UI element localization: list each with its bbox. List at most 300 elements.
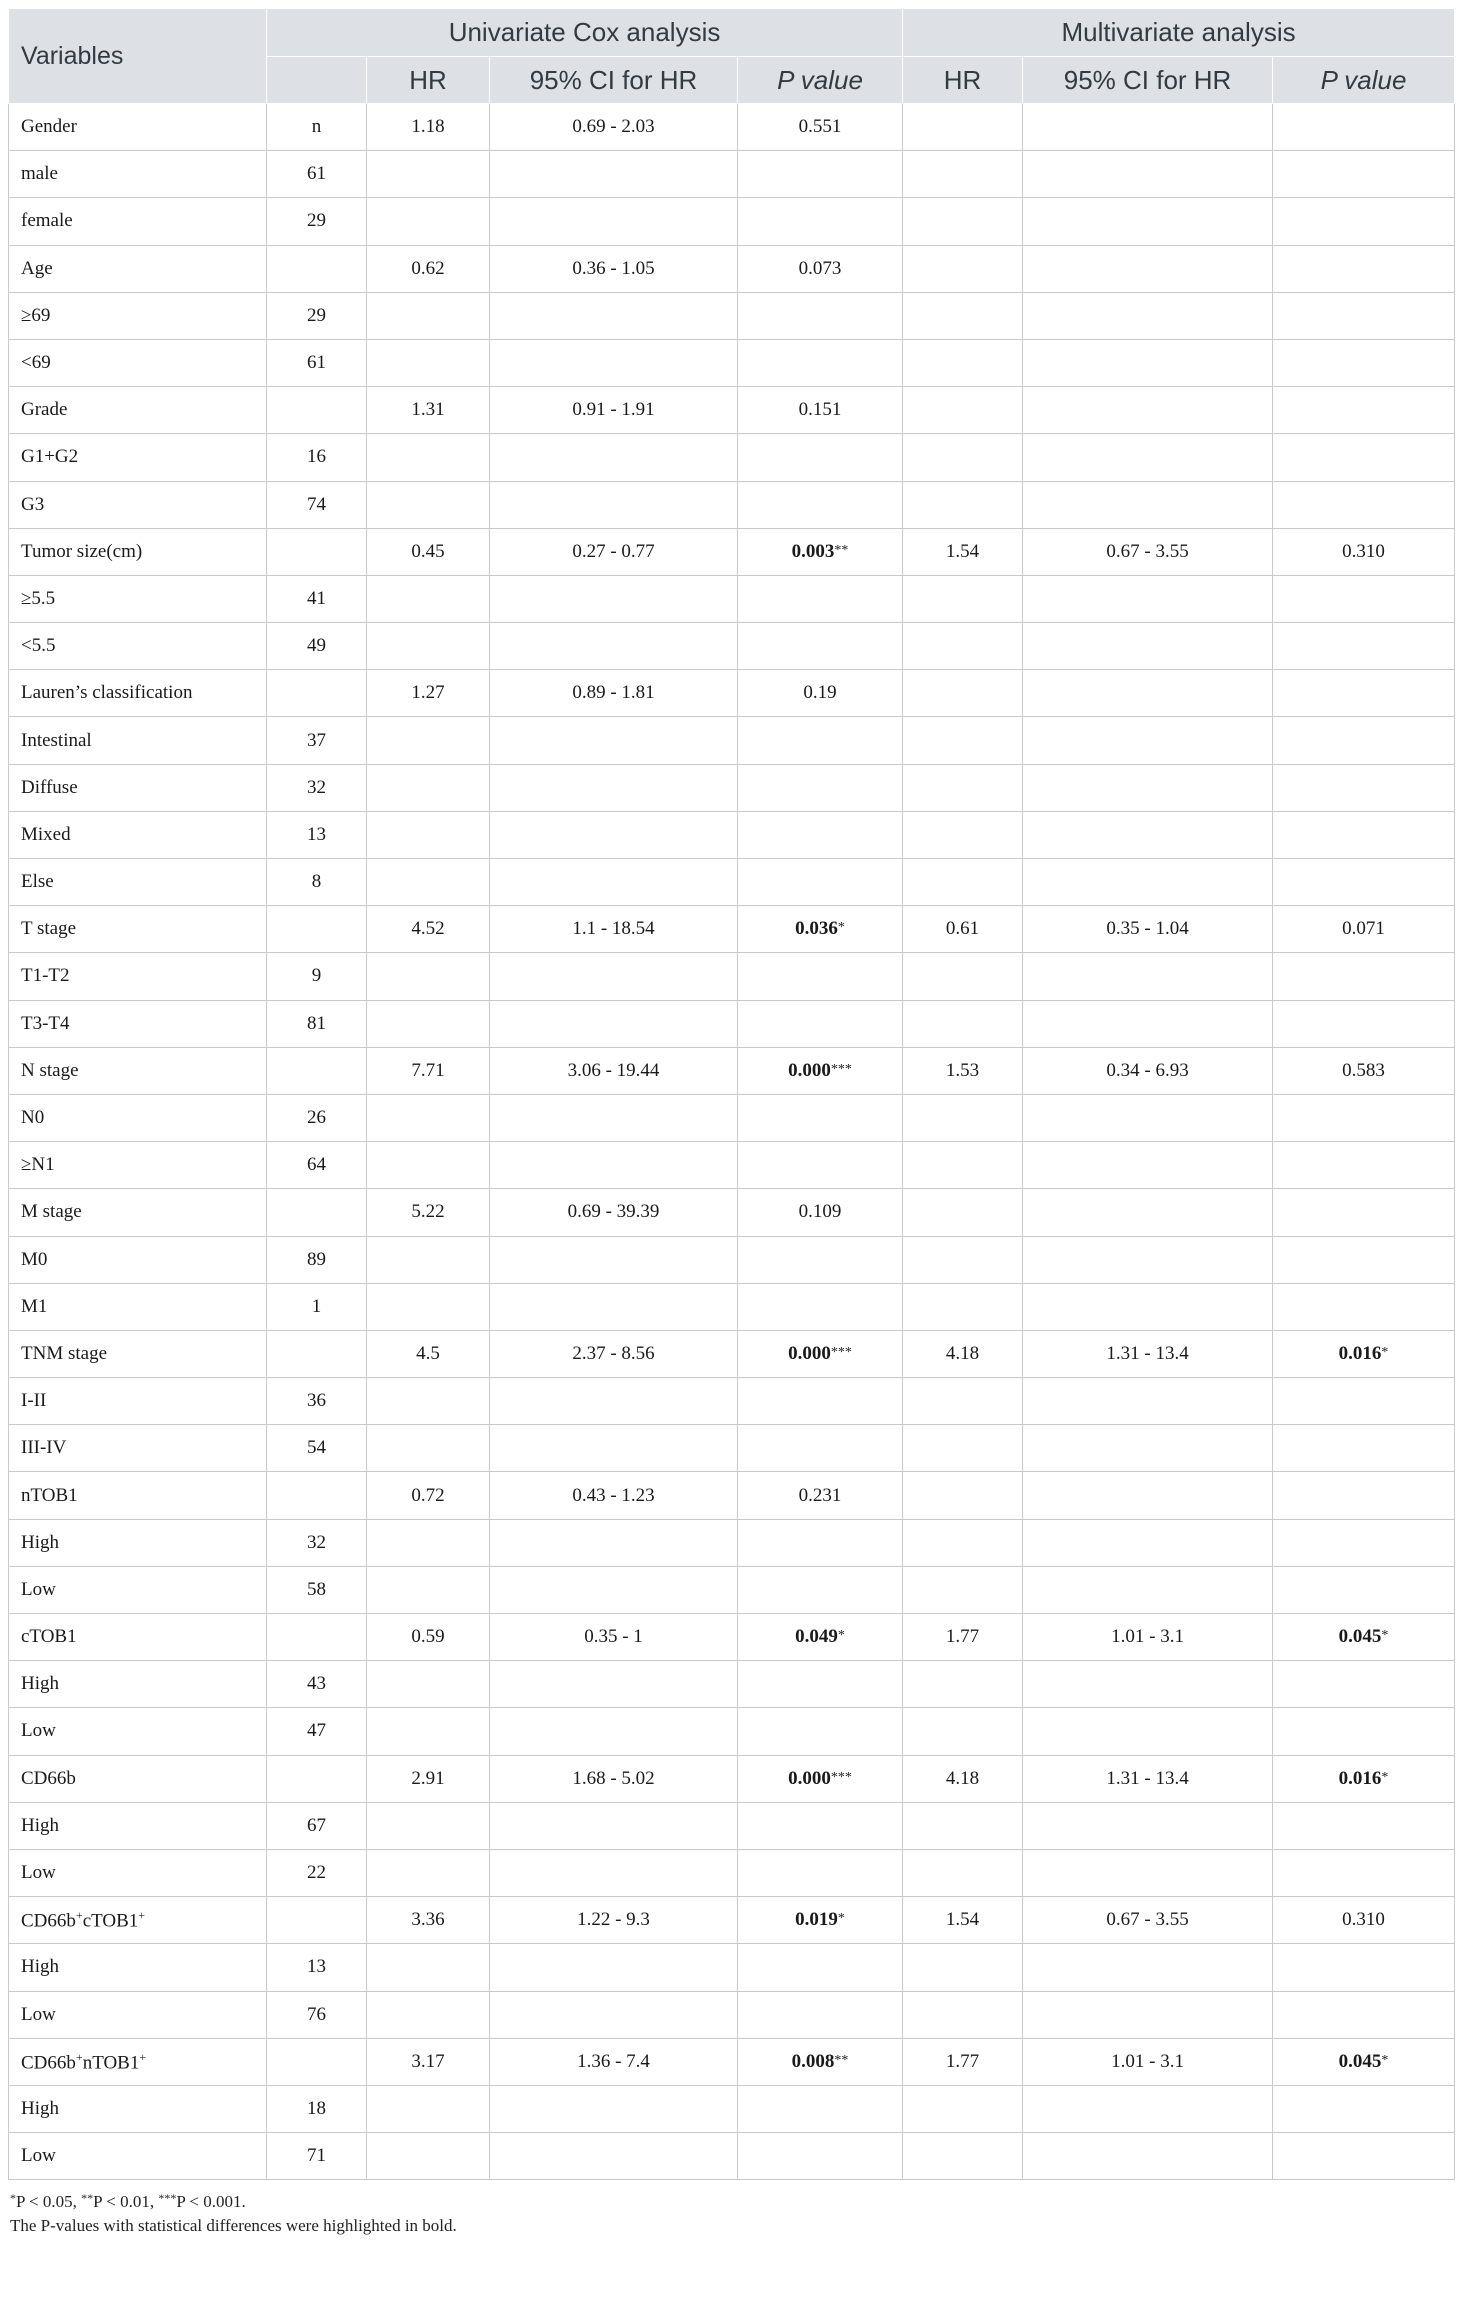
multivariate-p-value-cell <box>1273 1283 1455 1330</box>
ci-cell <box>490 198 738 245</box>
hr-cell: 0.59 <box>367 1614 490 1661</box>
multivariate-p-value-cell <box>1273 1142 1455 1189</box>
hr-cell: 0.45 <box>367 528 490 575</box>
n-cell: 81 <box>267 1000 367 1047</box>
multivariate-ci-cell <box>1023 1378 1273 1425</box>
hr-cell <box>367 151 490 198</box>
hr-cell: 1.31 <box>367 387 490 434</box>
n-cell: 47 <box>267 1708 367 1755</box>
table-row <box>9 387 1455 434</box>
ci-cell <box>490 1708 738 1755</box>
table-row <box>9 2038 1455 2085</box>
multivariate-p-value: 0.310 <box>1342 540 1385 562</box>
variable-cell: TNM stage <box>9 1330 267 1377</box>
variable-cell <box>9 1897 267 1944</box>
p-value: 0.003 <box>791 540 835 562</box>
table-row <box>9 1661 1455 1708</box>
multivariate-hr-cell <box>903 198 1023 245</box>
multivariate-ci-cell: 0.34 - 6.93 <box>1023 1047 1273 1094</box>
univariate-hr-header: HR <box>367 57 490 104</box>
multivariate-p-value-cell <box>1273 198 1455 245</box>
n-cell: 67 <box>267 1802 367 1849</box>
multivariate-p-value-cell <box>1273 764 1455 811</box>
p-value-cell <box>738 104 903 151</box>
p-value-cell <box>738 1000 903 1047</box>
hr-cell <box>367 1661 490 1708</box>
table-row <box>9 811 1455 858</box>
n-cell: 61 <box>267 339 367 386</box>
multivariate-hr-cell <box>903 1425 1023 1472</box>
p-value-cell <box>738 2038 903 2085</box>
variable-cell: High <box>9 1661 267 1708</box>
p-value-cell <box>738 575 903 622</box>
multivariate-p-header: P value <box>1273 57 1455 104</box>
multivariate-hr-cell <box>903 481 1023 528</box>
p-value-cell <box>738 481 903 528</box>
n-cell: 71 <box>267 2133 367 2180</box>
p-value: 0.000 <box>788 1059 831 1081</box>
footnote-marker: *** <box>158 2191 177 2206</box>
table-row <box>9 1944 1455 1991</box>
multivariate-hr-cell <box>903 1519 1023 1566</box>
table-row <box>9 104 1455 151</box>
significance-marker: * <box>1381 1769 1389 1785</box>
table-row <box>9 528 1455 575</box>
table-row <box>9 1991 1455 2038</box>
table-row <box>9 1189 1455 1236</box>
ci-cell <box>490 151 738 198</box>
footnote-text: P < 0.01, <box>93 2192 159 2212</box>
table-body <box>9 104 1455 2180</box>
multivariate-p-value: 0.310 <box>1342 1909 1385 1931</box>
table-row <box>9 1802 1455 1849</box>
table-row <box>9 1047 1455 1094</box>
table-row <box>9 1094 1455 1141</box>
n-cell: 9 <box>267 953 367 1000</box>
multivariate-p-value-cell <box>1273 292 1455 339</box>
variable-cell: High <box>9 1519 267 1566</box>
p-value: 0.000 <box>788 1342 831 1364</box>
multivariate-p-value-cell <box>1273 1755 1455 1802</box>
multivariate-ci-cell <box>1023 575 1273 622</box>
multivariate-hr-cell <box>903 1991 1023 2038</box>
n-cell: 49 <box>267 623 367 670</box>
n-cell <box>267 1189 367 1236</box>
n-cell: 13 <box>267 811 367 858</box>
variable-cell: M0 <box>9 1236 267 1283</box>
p-value-cell <box>738 1189 903 1236</box>
multivariate-p-value-cell <box>1273 575 1455 622</box>
footnote-text: P < 0.05, <box>16 2192 82 2212</box>
multivariate-p-value-cell <box>1273 1094 1455 1141</box>
n-cell <box>267 1897 367 1944</box>
hr-cell: 3.36 <box>367 1897 490 1944</box>
multivariate-p-value-cell <box>1273 906 1455 953</box>
multivariate-ci-cell <box>1023 151 1273 198</box>
table-row <box>9 670 1455 717</box>
ci-cell <box>490 1519 738 1566</box>
multivariate-hr-cell <box>903 2133 1023 2180</box>
ci-cell <box>490 434 738 481</box>
multivariate-hr-header: HR <box>903 57 1023 104</box>
table-row <box>9 1283 1455 1330</box>
ci-cell <box>490 1944 738 1991</box>
ci-cell <box>490 2133 738 2180</box>
table-row <box>9 1378 1455 1425</box>
hr-cell <box>367 575 490 622</box>
ci-cell <box>490 1094 738 1141</box>
p-value-cell <box>738 764 903 811</box>
bold-footnote: The P-values with statistical differences were highlighted in bold. <box>10 2216 457 2236</box>
multivariate-p-value-cell <box>1273 1661 1455 1708</box>
n-cell <box>267 245 367 292</box>
hr-cell <box>367 2085 490 2132</box>
multivariate-hr-cell <box>903 1472 1023 1519</box>
n-header <box>267 57 367 104</box>
multivariate-hr-cell <box>903 859 1023 906</box>
n-cell <box>267 2038 367 2085</box>
multivariate-ci-cell <box>1023 623 1273 670</box>
footnote-marker: ** <box>81 2191 94 2206</box>
p-value-cell <box>738 2133 903 2180</box>
multivariate-hr-cell <box>903 1661 1023 1708</box>
ci-cell: 1.36 - 7.4 <box>490 2038 738 2085</box>
ci-cell <box>490 764 738 811</box>
p-value-cell <box>738 1047 903 1094</box>
multivariate-p-value-cell <box>1273 1897 1455 1944</box>
multivariate-hr-cell <box>903 1944 1023 1991</box>
n-cell: 1 <box>267 1283 367 1330</box>
multivariate-p-value: 0.583 <box>1342 1059 1385 1081</box>
multivariate-hr-cell <box>903 811 1023 858</box>
multivariate-p-value-cell <box>1273 1000 1455 1047</box>
p-value-cell <box>738 528 903 575</box>
table-row <box>9 245 1455 292</box>
n-cell: 32 <box>267 764 367 811</box>
multivariate-hr-cell <box>903 764 1023 811</box>
p-value-cell <box>738 1614 903 1661</box>
multivariate-hr-cell <box>903 670 1023 717</box>
significance-marker: ** <box>834 2052 849 2068</box>
table-row <box>9 1236 1455 1283</box>
hr-cell <box>367 717 490 764</box>
n-cell: 8 <box>267 859 367 906</box>
ci-cell: 0.69 - 2.03 <box>490 104 738 151</box>
variable-part: CD66b <box>21 1910 76 1932</box>
p-value-cell <box>738 1566 903 1613</box>
multivariate-ci-cell <box>1023 1000 1273 1047</box>
hr-cell <box>367 198 490 245</box>
multivariate-p-value-cell <box>1273 717 1455 764</box>
hr-cell: 5.22 <box>367 1189 490 1236</box>
table-row <box>9 1425 1455 1472</box>
n-cell <box>267 906 367 953</box>
hr-cell <box>367 292 490 339</box>
footnote-marker: * <box>10 2191 16 2206</box>
ci-cell <box>490 1378 738 1425</box>
hr-cell <box>367 1094 490 1141</box>
variable-cell: Low <box>9 1708 267 1755</box>
ci-cell <box>490 1425 738 1472</box>
variable-cell: <69 <box>9 339 267 386</box>
p-value-cell <box>738 811 903 858</box>
table-row <box>9 859 1455 906</box>
table-row <box>9 906 1455 953</box>
variable-cell: Low <box>9 2133 267 2180</box>
table-row <box>9 2085 1455 2132</box>
multivariate-hr-cell <box>903 151 1023 198</box>
variable-cell: Else <box>9 859 267 906</box>
n-cell: 43 <box>267 1661 367 1708</box>
hr-cell <box>367 1802 490 1849</box>
p-value: 0.000 <box>788 1767 831 1789</box>
table-row <box>9 1000 1455 1047</box>
p-value-cell <box>738 717 903 764</box>
hr-cell <box>367 1849 490 1896</box>
ci-cell <box>490 717 738 764</box>
table-row <box>9 717 1455 764</box>
table-row <box>9 1330 1455 1377</box>
multivariate-ci-cell <box>1023 339 1273 386</box>
variable-superscript: + <box>75 1908 83 1923</box>
n-cell: 58 <box>267 1566 367 1613</box>
p-value: 0.151 <box>798 399 842 421</box>
multivariate-p-value-cell <box>1273 481 1455 528</box>
ci-cell <box>490 1661 738 1708</box>
variable-cell: Mixed <box>9 811 267 858</box>
variable-cell: T1-T2 <box>9 953 267 1000</box>
p-value-cell <box>738 387 903 434</box>
multivariate-ci-cell <box>1023 387 1273 434</box>
multivariate-hr-cell <box>903 1189 1023 1236</box>
n-cell <box>267 1047 367 1094</box>
p-value-cell <box>738 1472 903 1519</box>
multivariate-p-value-cell <box>1273 2085 1455 2132</box>
table-row <box>9 1519 1455 1566</box>
ci-cell <box>490 859 738 906</box>
multivariate-ci-cell <box>1023 434 1273 481</box>
table-footnotes <box>8 2186 1454 2238</box>
multivariate-p-value-cell <box>1273 2038 1455 2085</box>
hr-cell <box>367 1708 490 1755</box>
p-value-cell <box>738 670 903 717</box>
variable-cell: Diffuse <box>9 764 267 811</box>
multivariate-hr-cell: 1.54 <box>903 1897 1023 1944</box>
multivariate-p-value-cell <box>1273 953 1455 1000</box>
hr-cell <box>367 1000 490 1047</box>
ci-cell <box>490 1236 738 1283</box>
hr-cell: 7.71 <box>367 1047 490 1094</box>
n-cell: 32 <box>267 1519 367 1566</box>
p-value-cell <box>738 1425 903 1472</box>
p-value-cell <box>738 1802 903 1849</box>
hr-cell <box>367 2133 490 2180</box>
multivariate-ci-cell <box>1023 1661 1273 1708</box>
multivariate-hr-cell: 1.77 <box>903 1614 1023 1661</box>
multivariate-p-value-cell <box>1273 1708 1455 1755</box>
table-row <box>9 1897 1455 1944</box>
hr-cell <box>367 1991 490 2038</box>
n-cell: 18 <box>267 2085 367 2132</box>
variable-cell: G1+G2 <box>9 434 267 481</box>
hr-cell <box>367 1378 490 1425</box>
multivariate-ci-cell <box>1023 481 1273 528</box>
ci-cell <box>490 623 738 670</box>
n-cell: 29 <box>267 292 367 339</box>
multivariate-ci-cell: 0.35 - 1.04 <box>1023 906 1273 953</box>
variable-cell: High <box>9 1944 267 1991</box>
univariate-p-header: P value <box>738 57 903 104</box>
ci-cell: 0.69 - 39.39 <box>490 1189 738 1236</box>
multivariate-hr-cell: 0.61 <box>903 906 1023 953</box>
n-cell: 22 <box>267 1849 367 1896</box>
p-value-cell <box>738 953 903 1000</box>
hr-cell <box>367 953 490 1000</box>
hr-cell <box>367 1142 490 1189</box>
n-cell: 13 <box>267 1944 367 1991</box>
cox-analysis-table <box>8 8 1455 2180</box>
significance-marker: * <box>837 1628 845 1644</box>
n-cell <box>267 1330 367 1377</box>
univariate-ci-header: 95% CI for HR <box>490 57 738 104</box>
multivariate-hr-cell: 4.18 <box>903 1330 1023 1377</box>
variable-cell: ≥69 <box>9 292 267 339</box>
multivariate-ci-cell: 0.67 - 3.55 <box>1023 1897 1273 1944</box>
multivariate-p-value-cell <box>1273 670 1455 717</box>
variable-cell: ≥5.5 <box>9 575 267 622</box>
hr-cell: 1.18 <box>367 104 490 151</box>
n-cell <box>267 1472 367 1519</box>
multivariate-ci-cell <box>1023 1944 1273 1991</box>
hr-cell <box>367 1283 490 1330</box>
ci-cell: 1.22 - 9.3 <box>490 1897 738 1944</box>
multivariate-p-value-cell <box>1273 1189 1455 1236</box>
n-cell: 26 <box>267 1094 367 1141</box>
multivariate-hr-cell <box>903 1283 1023 1330</box>
multivariate-ci-cell: 1.01 - 3.1 <box>1023 2038 1273 2085</box>
p-value-cell <box>738 1849 903 1896</box>
multivariate-p-value-cell <box>1273 1519 1455 1566</box>
variable-cell: male <box>9 151 267 198</box>
multivariate-ci-cell <box>1023 1142 1273 1189</box>
multivariate-hr-cell <box>903 387 1023 434</box>
multivariate-hr-cell: 4.18 <box>903 1755 1023 1802</box>
variable-part: nTOB1 <box>82 2051 140 2073</box>
p-value: 0.019 <box>795 1909 838 1931</box>
p-value: 0.008 <box>791 2050 835 2072</box>
table-row <box>9 481 1455 528</box>
variable-superscript: + <box>138 1908 146 1923</box>
p-value-cell <box>738 292 903 339</box>
n-cell: 89 <box>267 1236 367 1283</box>
variable-cell <box>9 2038 267 2085</box>
multivariate-hr-cell <box>903 623 1023 670</box>
multivariate-p-value-cell <box>1273 811 1455 858</box>
hr-cell: 0.62 <box>367 245 490 292</box>
multivariate-ci-cell <box>1023 198 1273 245</box>
multivariate-p-value-cell <box>1273 859 1455 906</box>
p-value-cell <box>738 1991 903 2038</box>
hr-cell <box>367 339 490 386</box>
p-value: 0.551 <box>798 116 842 138</box>
p-value-cell <box>738 245 903 292</box>
multivariate-p-value-cell <box>1273 1849 1455 1896</box>
multivariate-hr-cell <box>903 953 1023 1000</box>
ci-cell: 1.68 - 5.02 <box>490 1755 738 1802</box>
n-cell <box>267 1614 367 1661</box>
multivariate-p-value-cell <box>1273 1944 1455 1991</box>
multivariate-p-value-cell <box>1273 1802 1455 1849</box>
hr-cell: 4.52 <box>367 906 490 953</box>
variable-cell: nTOB1 <box>9 1472 267 1519</box>
multivariate-p-value: 0.045 <box>1338 2050 1382 2072</box>
hr-cell <box>367 623 490 670</box>
significance-marker: *** <box>830 1344 852 1360</box>
multivariate-ci-cell: 1.01 - 3.1 <box>1023 1614 1273 1661</box>
multivariate-hr-cell <box>903 1378 1023 1425</box>
p-value-cell <box>738 1897 903 1944</box>
variable-cell: I-II <box>9 1378 267 1425</box>
ci-cell: 3.06 - 19.44 <box>490 1047 738 1094</box>
ci-cell <box>490 2085 738 2132</box>
multivariate-p-value-cell <box>1273 339 1455 386</box>
ci-cell: 0.91 - 1.91 <box>490 387 738 434</box>
variable-cell: ≥N1 <box>9 1142 267 1189</box>
ci-cell <box>490 1991 738 2038</box>
table-row <box>9 1708 1455 1755</box>
hr-cell <box>367 481 490 528</box>
footnote-text: P < 0.001. <box>176 2192 246 2212</box>
n-cell: 64 <box>267 1142 367 1189</box>
multivariate-hr-cell <box>903 292 1023 339</box>
ci-cell <box>490 953 738 1000</box>
multivariate-p-value-cell <box>1273 1047 1455 1094</box>
multivariate-ci-cell <box>1023 1283 1273 1330</box>
hr-cell <box>367 1944 490 1991</box>
table-row <box>9 339 1455 386</box>
n-cell <box>267 387 367 434</box>
ci-cell <box>490 1849 738 1896</box>
hr-cell <box>367 811 490 858</box>
significance-footnote <box>10 2186 1454 2214</box>
p-value-cell <box>738 906 903 953</box>
variable-cell: Age <box>9 245 267 292</box>
p-value-cell <box>738 2085 903 2132</box>
hr-cell <box>367 859 490 906</box>
p-value-cell <box>738 1944 903 1991</box>
multivariate-p-value-cell <box>1273 1566 1455 1613</box>
multivariate-ci-cell <box>1023 1519 1273 1566</box>
multivariate-p-value: 0.071 <box>1342 918 1385 940</box>
significance-marker: * <box>1381 1344 1389 1360</box>
ci-cell <box>490 1000 738 1047</box>
multivariate-ci-cell <box>1023 2085 1273 2132</box>
p-value-cell <box>738 151 903 198</box>
n-cell: 41 <box>267 575 367 622</box>
ci-cell <box>490 1142 738 1189</box>
hr-cell: 0.72 <box>367 1472 490 1519</box>
significance-marker: *** <box>830 1769 852 1785</box>
multivariate-ci-cell <box>1023 1802 1273 1849</box>
significance-marker: * <box>1381 2052 1389 2068</box>
table-row <box>9 198 1455 245</box>
ci-cell: 1.1 - 18.54 <box>490 906 738 953</box>
p-value-cell <box>738 1661 903 1708</box>
multivariate-ci-cell <box>1023 1094 1273 1141</box>
multivariate-hr-cell <box>903 1802 1023 1849</box>
ci-cell: 0.36 - 1.05 <box>490 245 738 292</box>
multivariate-hr-cell: 1.53 <box>903 1047 1023 1094</box>
